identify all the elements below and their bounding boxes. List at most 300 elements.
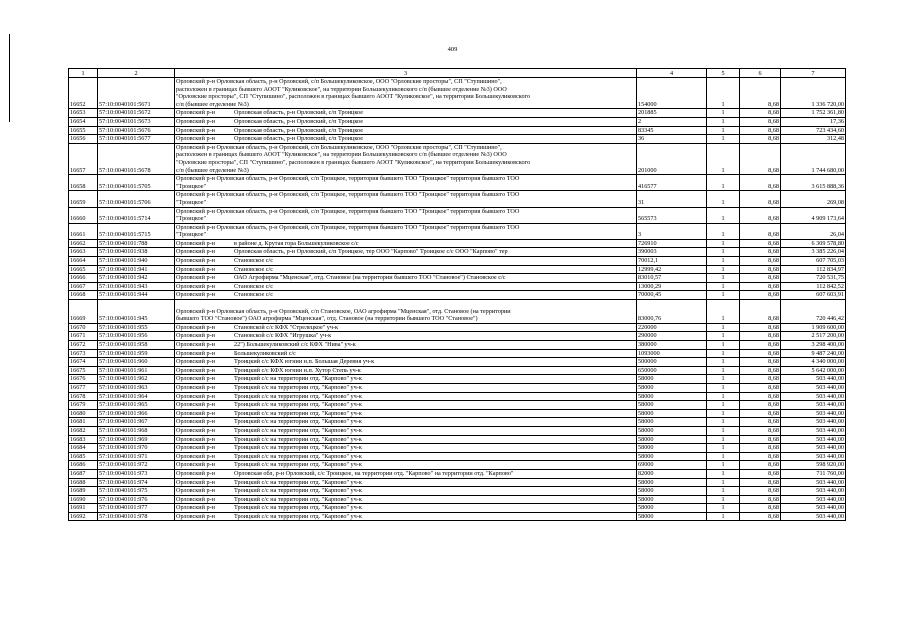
region-label: Орловский р-н xyxy=(176,383,215,391)
sum-cell: 2 517 200,00 xyxy=(781,332,846,341)
sum-cell: 503 440,00 xyxy=(781,452,846,461)
area-cell: 58000 xyxy=(637,444,707,453)
description-cell xyxy=(175,239,637,248)
rate-cell: 8,68 xyxy=(740,418,781,427)
region-label: Орловский р-н xyxy=(176,291,215,299)
area-cell: 31 xyxy=(637,191,707,207)
table-row xyxy=(69,512,846,521)
area-cell: 380000 xyxy=(637,341,707,350)
description-cell xyxy=(175,300,637,324)
column-header: 6 xyxy=(740,69,781,78)
count-cell: 1 xyxy=(707,248,740,257)
description-cell xyxy=(175,117,637,126)
table-row xyxy=(69,358,846,367)
sum-cell: 720 531,75 xyxy=(781,274,846,283)
rate-cell: 8,68 xyxy=(740,126,781,135)
column-header: 7 xyxy=(781,69,846,78)
sum-cell: 598 920,00 xyxy=(781,461,846,470)
row-number-cell: 16679 xyxy=(69,401,98,410)
row-number-cell: 16662 xyxy=(69,239,98,248)
cadastral-number-cell: 57:10:0040101:972 xyxy=(98,461,175,470)
sum-cell: 503 440,00 xyxy=(781,487,846,496)
description-cell xyxy=(175,248,637,257)
rate-cell: 8,68 xyxy=(740,191,781,207)
count-cell: 1 xyxy=(707,257,740,266)
count-cell: 1 xyxy=(707,135,740,144)
sum-cell: 17,36 xyxy=(781,117,846,126)
address-text: Орловская область, р-н Орловский, с/п Троицкое xyxy=(234,117,363,125)
rate-cell: 8,68 xyxy=(740,332,781,341)
description-line: бывшего ТОО "Становое") ОАО агрофирма "Мценская", отд. Становое (на территории бывшего ТОО "Становое") xyxy=(176,315,478,323)
cadastral-number-cell: 57:10:0040101:5715 xyxy=(98,223,175,239)
cadastral-number-cell: 57:10:0040101:940 xyxy=(98,257,175,266)
region-label: Орловский р-н xyxy=(176,332,215,340)
table-row xyxy=(69,191,846,207)
area-cell: 58000 xyxy=(637,495,707,504)
area-cell: 3 xyxy=(637,223,707,239)
sum-cell: 9 487 240,00 xyxy=(781,349,846,358)
address-text: Становской с/с КФХ "Стрелецкое" уч-к xyxy=(234,323,339,331)
address-text: Становское с/с xyxy=(234,265,273,273)
cadastral-number-cell: 57:10:0040101:5673 xyxy=(98,117,175,126)
count-cell: 1 xyxy=(707,191,740,207)
cadastral-number-cell: 57:10:0040101:788 xyxy=(98,239,175,248)
description-cell xyxy=(175,323,637,332)
area-cell: 726910 xyxy=(637,239,707,248)
sum-cell: 503 440,00 xyxy=(781,409,846,418)
cadastral-number-cell: 57:10:0040101:5671 xyxy=(98,78,175,109)
area-cell: 58000 xyxy=(637,375,707,384)
cadastral-number-cell: 57:10:0040101:965 xyxy=(98,401,175,410)
count-cell: 1 xyxy=(707,409,740,418)
row-number-cell: 16673 xyxy=(69,349,98,358)
sum-cell: 607 603,91 xyxy=(781,291,846,300)
cadastral-number-cell: 57:10:0040101:963 xyxy=(98,383,175,392)
row-number-cell: 16678 xyxy=(69,392,98,401)
page-number: 409 xyxy=(447,46,458,53)
row-number-cell: 16666 xyxy=(69,274,98,283)
area-cell: 36 xyxy=(637,135,707,144)
rate-cell: 8,68 xyxy=(740,375,781,384)
table-row xyxy=(69,265,846,274)
area-cell: 1093000 xyxy=(637,349,707,358)
description-cell xyxy=(175,401,637,410)
row-number-cell: 16664 xyxy=(69,257,98,266)
region-label: Орловский р-н xyxy=(176,426,215,434)
address-text: Становское с/с xyxy=(234,257,273,265)
address-text: Орловская область, р-н Орловский, с/п Троицкое xyxy=(234,126,363,134)
table-row xyxy=(69,435,846,444)
column-header: 2 xyxy=(98,69,175,78)
count-cell: 1 xyxy=(707,349,740,358)
address-text: Троицкий с/с на территории отд. "Карпово" уч-к xyxy=(234,401,362,409)
cadastral-number-cell: 57:10:0040101:968 xyxy=(98,426,175,435)
table-row xyxy=(69,504,846,513)
address-text: Троицкий с/с на территории отд. "Карпово" уч-к xyxy=(234,504,362,512)
region-label: Орловский р-н xyxy=(176,504,215,512)
row-number-cell: 16668 xyxy=(69,291,98,300)
row-number-cell: 16665 xyxy=(69,265,98,274)
area-cell: 58000 xyxy=(637,435,707,444)
row-number-cell: 16657 xyxy=(69,143,98,174)
row-number-cell: 16658 xyxy=(69,175,98,191)
area-cell: 416577 xyxy=(637,175,707,191)
description-line: Орловский р-н Орловская область, р-н Орловский, с/п Троицкое, территория бывшего ТОО "Троицкое" территория бывшего ТОО xyxy=(176,191,520,199)
cadastral-number-cell: 57:10:0040101:5672 xyxy=(98,109,175,118)
sum-cell: 269,08 xyxy=(781,191,846,207)
area-cell: 58000 xyxy=(637,452,707,461)
table-row xyxy=(69,495,846,504)
cadastral-number-cell: 57:10:0040101:969 xyxy=(98,435,175,444)
area-cell: 83010,57 xyxy=(637,274,707,283)
description-cell xyxy=(175,282,637,291)
area-cell: 58000 xyxy=(637,512,707,521)
address-text: Становское с/с xyxy=(234,291,273,299)
rate-cell: 8,68 xyxy=(740,435,781,444)
cadastral-number-cell: 57:10:0040101:5714 xyxy=(98,207,175,223)
table-row xyxy=(69,452,846,461)
cadastral-number-cell: 57:10:0040101:941 xyxy=(98,265,175,274)
description-cell xyxy=(175,257,637,266)
sum-cell: 720 446,42 xyxy=(781,300,846,324)
region-label: Орловский р-н xyxy=(176,495,215,503)
rate-cell: 8,68 xyxy=(740,349,781,358)
count-cell: 1 xyxy=(707,512,740,521)
table-row xyxy=(69,426,846,435)
description-cell xyxy=(175,504,637,513)
area-cell: 58000 xyxy=(637,426,707,435)
count-cell: 1 xyxy=(707,78,740,109)
count-cell: 1 xyxy=(707,375,740,384)
description-line: "Троицкое" xyxy=(176,198,207,206)
rate-cell: 8,68 xyxy=(740,444,781,453)
row-number-cell: 16677 xyxy=(69,383,98,392)
area-cell: 290000 xyxy=(637,332,707,341)
count-cell: 1 xyxy=(707,383,740,392)
description-cell xyxy=(175,126,637,135)
row-number-cell: 16671 xyxy=(69,332,98,341)
count-cell: 1 xyxy=(707,444,740,453)
address-text: Троицкий с/с на территории отд. "Карпово" уч-к xyxy=(234,452,362,460)
row-number-cell: 16661 xyxy=(69,223,98,239)
row-number-cell: 16659 xyxy=(69,191,98,207)
description-cell xyxy=(175,461,637,470)
rate-cell: 8,68 xyxy=(740,426,781,435)
address-text: Троицкий с/с на территории отд. "Карпово" уч-к xyxy=(234,495,362,503)
rate-cell: 8,68 xyxy=(740,135,781,144)
area-cell: 58000 xyxy=(637,392,707,401)
description-cell xyxy=(175,487,637,496)
count-cell: 1 xyxy=(707,426,740,435)
count-cell: 1 xyxy=(707,358,740,367)
sum-cell: 4 909 173,64 xyxy=(781,207,846,223)
sum-cell: 5 642 000,00 xyxy=(781,366,846,375)
address-text: Троицкий с/с на территории отд. "Карпово" уч-к xyxy=(234,444,362,452)
table-row xyxy=(69,300,846,324)
row-number-cell: 16669 xyxy=(69,300,98,324)
description-cell xyxy=(175,143,637,174)
row-number-cell: 16686 xyxy=(69,461,98,470)
region-label: Орловский р-н xyxy=(176,512,215,520)
row-number-cell: 16675 xyxy=(69,366,98,375)
count-cell: 1 xyxy=(707,469,740,478)
header-row xyxy=(69,69,846,78)
cadastral-number-cell: 57:10:0040101:978 xyxy=(98,512,175,521)
address-text: Троицкий с/с на территории отд. "Карпово" уч-к xyxy=(234,478,362,486)
description-cell xyxy=(175,265,637,274)
rate-cell: 8,68 xyxy=(740,223,781,239)
sum-cell: 3 385 226,04 xyxy=(781,248,846,257)
cadastral-number-cell: 57:10:0040101:959 xyxy=(98,349,175,358)
table-row xyxy=(69,375,846,384)
cadastral-number-cell: 57:10:0040101:5706 xyxy=(98,191,175,207)
table-row xyxy=(69,341,846,350)
row-number-cell: 16682 xyxy=(69,426,98,435)
description-line: с/п (бывшее отделение №3) xyxy=(176,166,249,174)
description-cell xyxy=(175,349,637,358)
area-cell: 12999,42 xyxy=(637,265,707,274)
table-row xyxy=(69,487,846,496)
rate-cell: 8,68 xyxy=(740,282,781,291)
row-number-cell: 16691 xyxy=(69,504,98,513)
count-cell: 1 xyxy=(707,504,740,513)
cadastral-number-cell: 57:10:0040101:960 xyxy=(98,358,175,367)
row-number-cell: 16656 xyxy=(69,135,98,144)
sum-cell: 112 834,97 xyxy=(781,265,846,274)
region-label: Орловский р-н xyxy=(176,117,215,125)
description-cell xyxy=(175,291,637,300)
count-cell: 1 xyxy=(707,323,740,332)
row-number-cell: 16692 xyxy=(69,512,98,521)
description-cell xyxy=(175,191,637,207)
table-row xyxy=(69,392,846,401)
area-cell: 201000 xyxy=(637,143,707,174)
rate-cell: 8,68 xyxy=(740,300,781,324)
sum-cell: 6 309 578,80 xyxy=(781,239,846,248)
area-cell: 13000,29 xyxy=(637,282,707,291)
sum-cell: 607 705,03 xyxy=(781,257,846,266)
row-number-cell: 16688 xyxy=(69,478,98,487)
description-line: "Орловские просторы", СП "Ступишино", расположен в границах бывшего АООТ "Куликовское", на территории Большекуликовского xyxy=(176,158,531,166)
cadastral-number-cell: 57:10:0040101:944 xyxy=(98,291,175,300)
description-line: Орловский р-н Орловская область, р-н Орловский, с/п Троицкое, территория бывшего ТОО "Троицкое" территория бывшего ТОО xyxy=(176,207,520,215)
rate-cell: 8,68 xyxy=(740,109,781,118)
table-row xyxy=(69,383,846,392)
cadastral-number-cell: 57:10:0040101:5678 xyxy=(98,143,175,174)
rate-cell: 8,68 xyxy=(740,478,781,487)
count-cell: 1 xyxy=(707,401,740,410)
row-number-cell: 16655 xyxy=(69,126,98,135)
row-number-cell: 16674 xyxy=(69,358,98,367)
address-text: Троицкий с/с на территории отд. "Карпово" уч-к xyxy=(234,461,362,469)
row-number-cell: 16663 xyxy=(69,248,98,257)
description-line: Орловский р-н Орловская область, р-н Орловский, с/п Большекуликовское, ООО "Орловские просторы", СП "Ступишино", xyxy=(176,78,502,85)
address-text: Троицкий с/с КФХ югнии н.п. Хутор Степь уч-к xyxy=(234,366,361,374)
region-label: Орловский р-н xyxy=(176,126,215,134)
column-header: 3 xyxy=(175,69,637,78)
cadastral-number-cell: 57:10:0040101:5676 xyxy=(98,126,175,135)
table-row xyxy=(69,175,846,191)
count-cell: 1 xyxy=(707,495,740,504)
description-line: расположен в границах бывшего АООТ "Куликовское", на территории Большекуликовского с/п (бывшее отделение №3) ООО xyxy=(176,85,507,93)
table-row xyxy=(69,323,846,332)
row-number-cell: 16667 xyxy=(69,282,98,291)
area-cell: 82000 xyxy=(637,469,707,478)
description-cell xyxy=(175,512,637,521)
rate-cell: 8,68 xyxy=(740,512,781,521)
address-text: Орловская область, р-н Орловский, с/п Троицкое xyxy=(234,135,363,143)
rate-cell: 8,68 xyxy=(740,409,781,418)
table-row xyxy=(69,135,846,144)
description-cell xyxy=(175,332,637,341)
sum-cell: 503 440,00 xyxy=(781,504,846,513)
cadastral-number-cell: 57:10:0040101:961 xyxy=(98,366,175,375)
table-row xyxy=(69,478,846,487)
area-cell: 500000 xyxy=(637,358,707,367)
sum-cell: 112 842,52 xyxy=(781,282,846,291)
sum-cell: 503 440,00 xyxy=(781,392,846,401)
sum-cell: 503 440,00 xyxy=(781,512,846,521)
description-line: Орловский р-н Орловская область, р-н Орловский, с/п Троицкое, территория бывшего ТОО "Троицкое" территория бывшего ТОО xyxy=(176,223,520,231)
count-cell: 1 xyxy=(707,366,740,375)
area-cell: 2 xyxy=(637,117,707,126)
cadastral-number-cell: 57:10:0040101:976 xyxy=(98,495,175,504)
cadastral-number-cell: 57:10:0040101:964 xyxy=(98,392,175,401)
address-text: Троицкий с/с на территории отд. "Карпово" уч-к xyxy=(234,435,362,443)
address-text: ОАО Агрофирма "Мценская", отд. Становое (на территории бывшего ТОО "Становое") Становское с/с xyxy=(234,274,506,282)
description-line: Орловский р-н Орловская область, р-н Орловский, с/п Становское, ОАО агрофирма "Мценская", отд. Становое (на территории xyxy=(176,307,511,315)
column-header: 4 xyxy=(637,69,707,78)
rate-cell: 8,68 xyxy=(740,143,781,174)
rate-cell: 8,68 xyxy=(740,175,781,191)
sum-cell: 312,48 xyxy=(781,135,846,144)
sum-cell: 1 744 680,00 xyxy=(781,143,846,174)
address-text: Становское с/с xyxy=(234,282,273,290)
region-label: Орловский р-н xyxy=(176,487,215,495)
area-cell: 154000 xyxy=(637,78,707,109)
description-cell xyxy=(175,426,637,435)
rate-cell: 8,68 xyxy=(740,469,781,478)
sum-cell: 503 440,00 xyxy=(781,383,846,392)
count-cell: 1 xyxy=(707,435,740,444)
description-cell xyxy=(175,78,637,109)
row-number-cell: 16670 xyxy=(69,323,98,332)
table-row xyxy=(69,444,846,453)
area-cell: 58000 xyxy=(637,478,707,487)
area-cell: 58000 xyxy=(637,383,707,392)
rate-cell: 8,68 xyxy=(740,358,781,367)
table-row xyxy=(69,282,846,291)
area-cell: 83345 xyxy=(637,126,707,135)
rate-cell: 8,68 xyxy=(740,495,781,504)
rate-cell: 8,68 xyxy=(740,248,781,257)
table-row xyxy=(69,349,846,358)
region-label: Орловский р-н xyxy=(176,282,215,290)
address-text: 22") Большекуликовский с/с КФХ "Нива" уч-к xyxy=(234,341,356,348)
table-row xyxy=(69,117,846,126)
description-line: Орловский р-н Орловская область, р-н Орловский, с/п Троицкое, территория бывшего ТОО "Троицкое" территория бывшего ТОО xyxy=(176,175,520,183)
rate-cell: 8,68 xyxy=(740,239,781,248)
description-cell xyxy=(175,495,637,504)
table-row xyxy=(69,469,846,478)
count-cell: 1 xyxy=(707,418,740,427)
cadastral-number-cell: 57:10:0040101:973 xyxy=(98,469,175,478)
description-cell xyxy=(175,223,637,239)
rate-cell: 8,68 xyxy=(740,366,781,375)
region-label: Орловский р-н xyxy=(176,392,215,400)
address-text: Орловская область, р-н Орловский, с/п Троицкое, тер ООО "Карпово" Троицкое с/с ООО "Карпово" тер xyxy=(234,248,508,256)
count-cell: 1 xyxy=(707,341,740,350)
region-label: Орловский р-н xyxy=(176,239,215,247)
row-number-cell: 16690 xyxy=(69,495,98,504)
cadastral-number-cell: 57:10:0040101:977 xyxy=(98,504,175,513)
row-number-cell: 16653 xyxy=(69,109,98,118)
cadastral-number-cell: 57:10:0040101:956 xyxy=(98,332,175,341)
count-cell: 1 xyxy=(707,265,740,274)
address-text: Троицкий с/с на территории отд. "Карпово" уч-к xyxy=(234,487,362,495)
description-cell xyxy=(175,375,637,384)
sum-cell: 711 760,00 xyxy=(781,469,846,478)
count-cell: 1 xyxy=(707,452,740,461)
region-label: Орловский р-н xyxy=(176,478,215,486)
region-label: Орловский р-н xyxy=(176,341,215,348)
address-text: Орловская обл, р-н Орловский, с/с Троицкое, на территории отд. "Карпово" на территории отд. "Карпово" xyxy=(234,469,514,477)
rate-cell: 8,68 xyxy=(740,461,781,470)
row-number-cell: 16672 xyxy=(69,341,98,350)
cadastral-number-cell: 57:10:0040101:975 xyxy=(98,487,175,496)
table-row xyxy=(69,143,846,174)
sum-cell: 503 440,00 xyxy=(781,375,846,384)
row-number-cell: 16660 xyxy=(69,207,98,223)
area-cell: 58000 xyxy=(637,418,707,427)
table-row xyxy=(69,274,846,283)
description-cell xyxy=(175,207,637,223)
description-line: Орловский р-н Орловская область, р-н Орловский, с/п Большекуликовское, ООО "Орловские просторы", СП "Ступишино", xyxy=(176,143,502,151)
sum-cell: 3 298 400,00 xyxy=(781,341,846,350)
count-cell: 1 xyxy=(707,126,740,135)
count-cell: 1 xyxy=(707,109,740,118)
area-cell: 58000 xyxy=(637,504,707,513)
description-cell xyxy=(175,366,637,375)
address-text: Троицкий с/с КФХ югнии н.п. Большая Деревня уч-к xyxy=(234,358,375,366)
sum-cell: 503 440,00 xyxy=(781,435,846,444)
row-number-cell: 16652 xyxy=(69,78,98,109)
cadastral-number-cell: 57:10:0040101:966 xyxy=(98,409,175,418)
table-row xyxy=(69,109,846,118)
rate-cell: 8,68 xyxy=(740,392,781,401)
rate-cell: 8,68 xyxy=(740,291,781,300)
area-cell: 70000,45 xyxy=(637,291,707,300)
description-cell xyxy=(175,358,637,367)
cadastral-number-cell: 57:10:0040101:974 xyxy=(98,478,175,487)
cadastral-number-cell: 57:10:0040101:938 xyxy=(98,248,175,257)
description-cell xyxy=(175,109,637,118)
area-cell: 201885 xyxy=(637,109,707,118)
count-cell: 1 xyxy=(707,143,740,174)
cadastral-number-cell: 57:10:0040101:945 xyxy=(98,300,175,324)
description-cell xyxy=(175,478,637,487)
region-label: Орловский р-н xyxy=(176,469,215,477)
area-cell: 58000 xyxy=(637,409,707,418)
sum-cell: 723 434,60 xyxy=(781,126,846,135)
row-number-cell: 16681 xyxy=(69,418,98,427)
area-cell: 69000 xyxy=(637,461,707,470)
address-text: в районе д. Крутая гора Большекуликовское с/с xyxy=(234,239,359,247)
land-parcels-table xyxy=(68,68,846,521)
cadastral-number-cell: 57:10:0040101:970 xyxy=(98,444,175,453)
description-cell xyxy=(175,341,637,350)
cadastral-number-cell: 57:10:0040101:971 xyxy=(98,452,175,461)
